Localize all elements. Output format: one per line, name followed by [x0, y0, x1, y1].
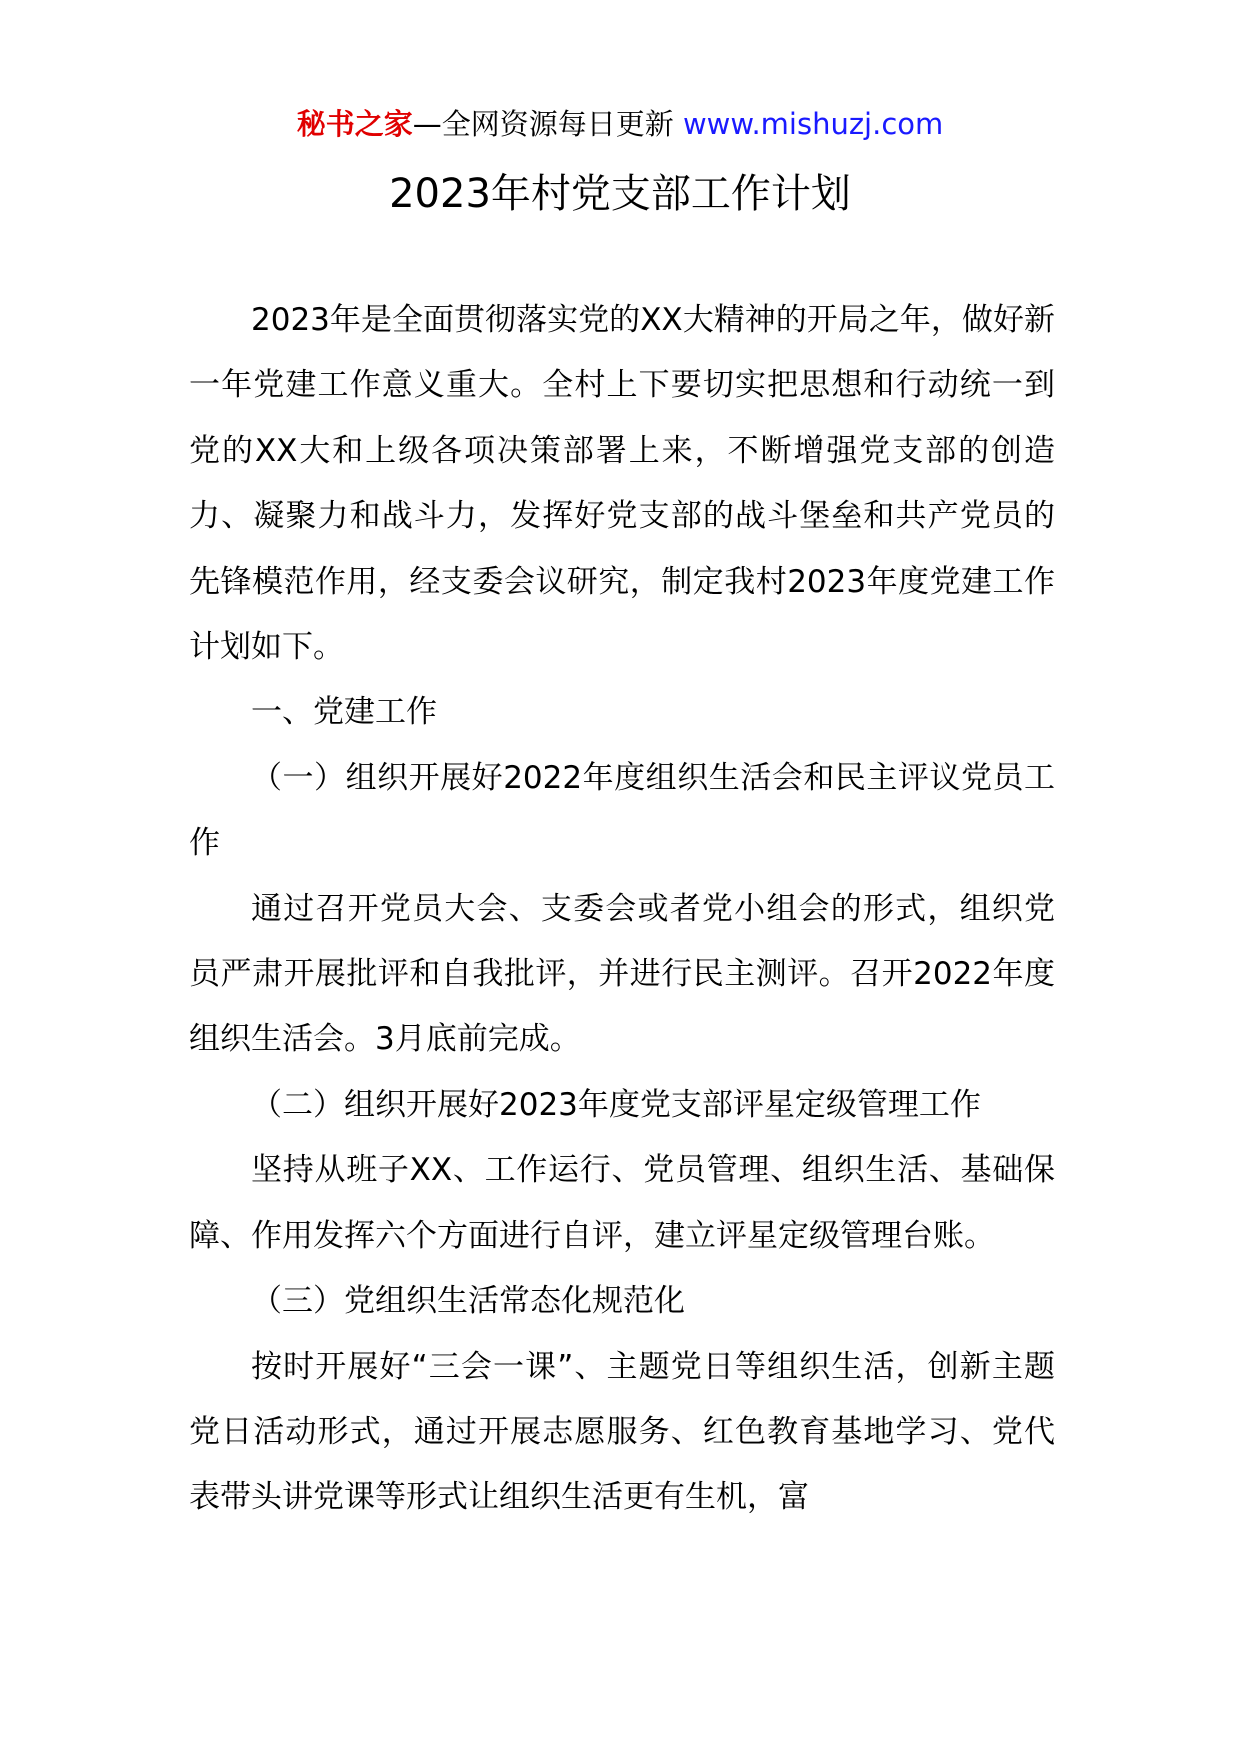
- paragraph-intro: 2023年是全面贯彻落实党的XX大精神的开局之年，做好新一年党建工作意义重大。全村上下要切实把思想和行动统一到党的XX大和上级各项决策部署上来，不断增强党支部的创造力、凝聚力和战斗力，发挥好党支部的战斗堡垒和共产党员的先锋模范作用，经支委会议研究，制定我村2023年度党建工作计划如下。: [189, 302, 1055, 666]
- header-url[interactable]: www.mishuzj.com: [682, 107, 944, 141]
- heading-section-1: 一、党建工作: [251, 694, 437, 731]
- paragraph-2: 坚持从班子XX、工作运行、党员管理、组织生活、基础保障、作用发挥六个方面进行自评，建立评星定级管理台账。: [189, 1152, 1055, 1254]
- subheading-2: （二）组织开展好2023年度党支部评星定级管理工作: [251, 1086, 981, 1123]
- header-slogan: —全网资源每日更新: [412, 107, 674, 141]
- brand-name: 秘书之家: [296, 107, 413, 141]
- paragraph-3: 按时开展好“三会一课”、主题党日等组织生活，创新主题党日活动形式，通过开展志愿服务、红色教育基地学习、党代表带头讲党课等形式让组织生活更有生机，富: [189, 1348, 1055, 1516]
- subheading-1: （一）组织开展好2022年度组织生活会和民主评议党员工作: [189, 759, 1055, 862]
- paragraph-1: 通过召开党员大会、支委会或者党小组会的形式，组织党员严肃开展批评和自我批评，并进行民主测评。召开2022年度组织生活会。3月底前完成。: [189, 890, 1055, 1058]
- document-title: 2023年村党支部工作计划: [389, 171, 851, 217]
- page-header: [0, 100, 1240, 148]
- document-body: [189, 288, 1055, 1531]
- subheading-3: （三）党组织生活常态化规范化: [251, 1283, 685, 1320]
